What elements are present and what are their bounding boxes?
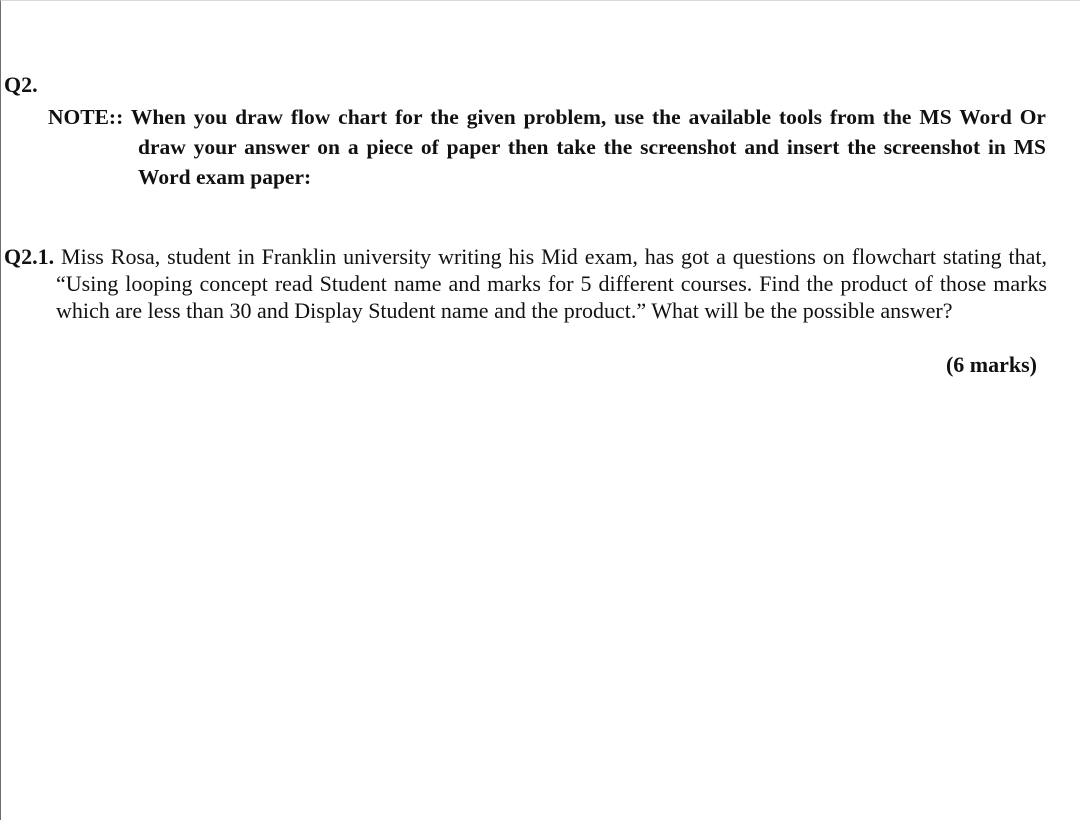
- sub-question-paragraph: [4, 243, 1047, 324]
- sub-question-text: Miss Rosa, student in Franklin university writing his Mid exam, has got a questions on flowchart stating that, “Using looping concept read Student name and marks for 5 different courses. Find the product of those marks which are less than 30 and Display Student name and the product.” What will be the possible answer?: [56, 244, 1047, 323]
- sub-question-number: Q2.1.: [4, 244, 62, 269]
- question-number: Q2.: [4, 72, 38, 97]
- note-text: When you draw flow chart for the given problem, use the available tools from the MS Word Or draw your answer on a piece of paper then take the screenshot and insert the screenshot in MS Word exam paper:: [130, 105, 1046, 189]
- marks-label: (6 marks): [945, 352, 1037, 377]
- note-paragraph: [48, 102, 1046, 192]
- note-label: NOTE::: [48, 105, 131, 129]
